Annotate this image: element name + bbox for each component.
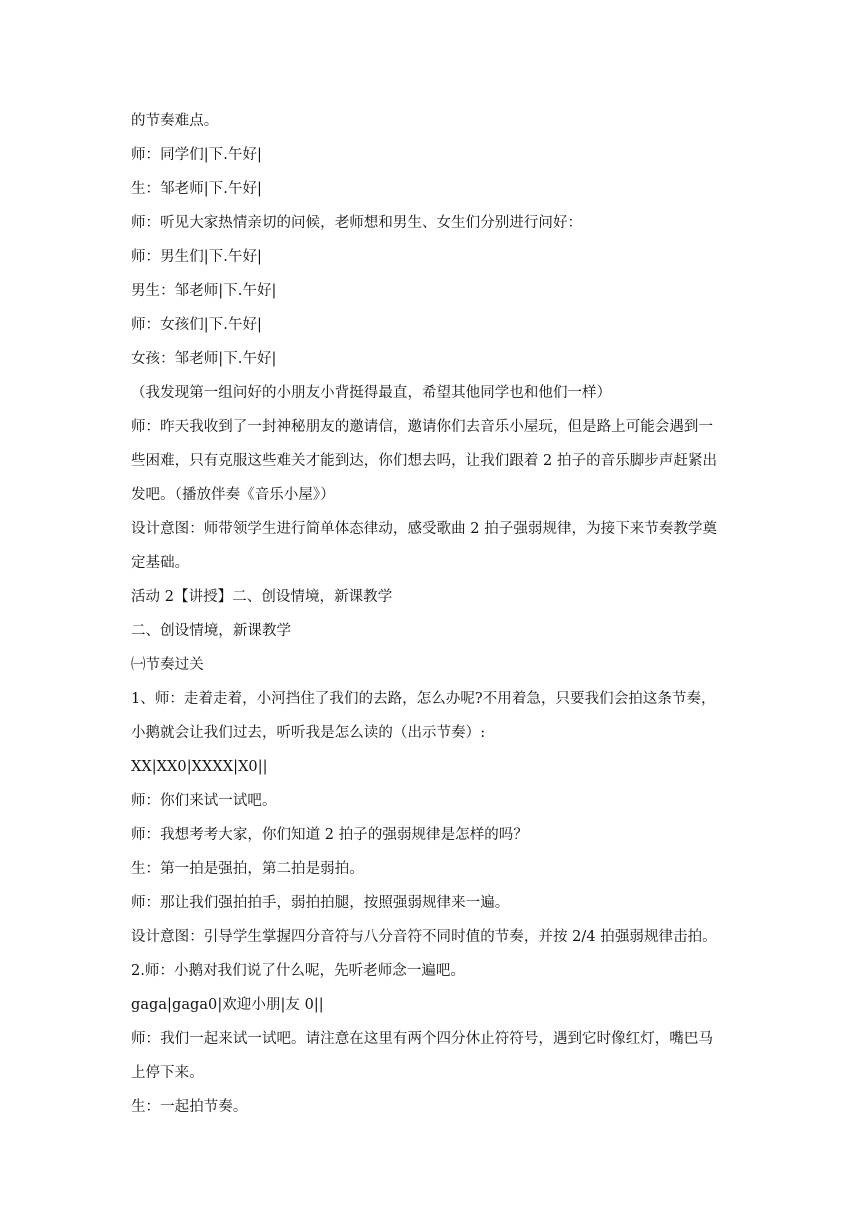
text-line: gaga|gaga0|欢迎小朋|友 0|| bbox=[131, 997, 324, 1013]
text-line: 发吧。（播放伴奏《音乐小屋》） bbox=[131, 487, 335, 503]
text-line: ㈠节奏过关 bbox=[131, 657, 204, 673]
text-line: 师：听见大家热情亲切的问候，老师想和男生、女生们分别进行问好： bbox=[131, 215, 583, 231]
document-body bbox=[131, 104, 741, 1124]
text-line: 师：那让我们强拍拍手，弱拍拍腿，按照强弱规律来一遍。 bbox=[131, 895, 510, 911]
text-line: 师：同学们|下.午好| bbox=[131, 147, 262, 163]
text-line: 小鹅就会让我们过去，听听我是怎么读的（出示节奏）: bbox=[131, 725, 486, 741]
text-line: 设计意图：师带领学生进行简单体态律动，感受歌曲 2 拍子强弱规律，为接下来节奏教学奠 bbox=[131, 521, 718, 537]
text-line: 师：女孩们|下.午好| bbox=[131, 317, 262, 333]
text-line: 定基础。 bbox=[131, 555, 190, 571]
text-line: 二、创设情境，新课教学 bbox=[131, 623, 292, 639]
text-line: 2.师：小鹅对我们说了什么呢，先听老师念一遍吧。 bbox=[131, 963, 466, 979]
text-line: 师：我想考考大家，你们知道 2 拍子的强弱规律是怎样的吗？ bbox=[131, 827, 528, 843]
text-line: 男生：邹老师|下.午好| bbox=[131, 283, 277, 299]
text-line: 些困难，只有克服这些难关才能到达，你们想去吗，让我们跟着 2 拍子的音乐脚步声赶紧出 bbox=[131, 453, 718, 469]
text-line: 活动 2【讲授】二、创设情境，新课教学 bbox=[131, 589, 393, 605]
text-line: 上停下来。 bbox=[131, 1065, 204, 1081]
text-line: 的节奏难点。 bbox=[131, 113, 219, 129]
text-line: 女孩：邹老师|下.午好| bbox=[131, 351, 277, 367]
text-line: XX|XX0|XXXX|X0|| bbox=[131, 759, 268, 775]
text-line: 师：昨天我收到了一封神秘朋友的邀请信，邀请你们去音乐小屋玩，但是路上可能会遇到一 bbox=[131, 419, 713, 435]
text-line: （我发现第一组问好的小朋友小背挺得最直，希望其他同学也和他们一样） bbox=[131, 385, 612, 401]
text-line: 设计意图：引导学生掌握四分音符与八分音符不同时值的节奏，并按 2/4 拍强弱规律击拍。 bbox=[131, 929, 717, 945]
text-line: 生：一起拍节奏。 bbox=[131, 1099, 248, 1115]
text-line: 师：我们一起来试一试吧。请注意在这里有两个四分休止符符号，遇到它时像红灯，嘴巴马 bbox=[131, 1031, 713, 1047]
text-line: 师：男生们|下.午好| bbox=[131, 249, 262, 265]
text-line: 师：你们来试一试吧。 bbox=[131, 793, 277, 809]
text-line: 生：第一拍是强拍，第二拍是弱拍。 bbox=[131, 861, 364, 877]
text-line: 1、师：走着走着，小河挡住了我们的去路，怎么办呢?不用着急，只要我们会拍这条节奏， bbox=[131, 691, 716, 707]
text-line: 生：邹老师|下.午好| bbox=[131, 181, 262, 197]
